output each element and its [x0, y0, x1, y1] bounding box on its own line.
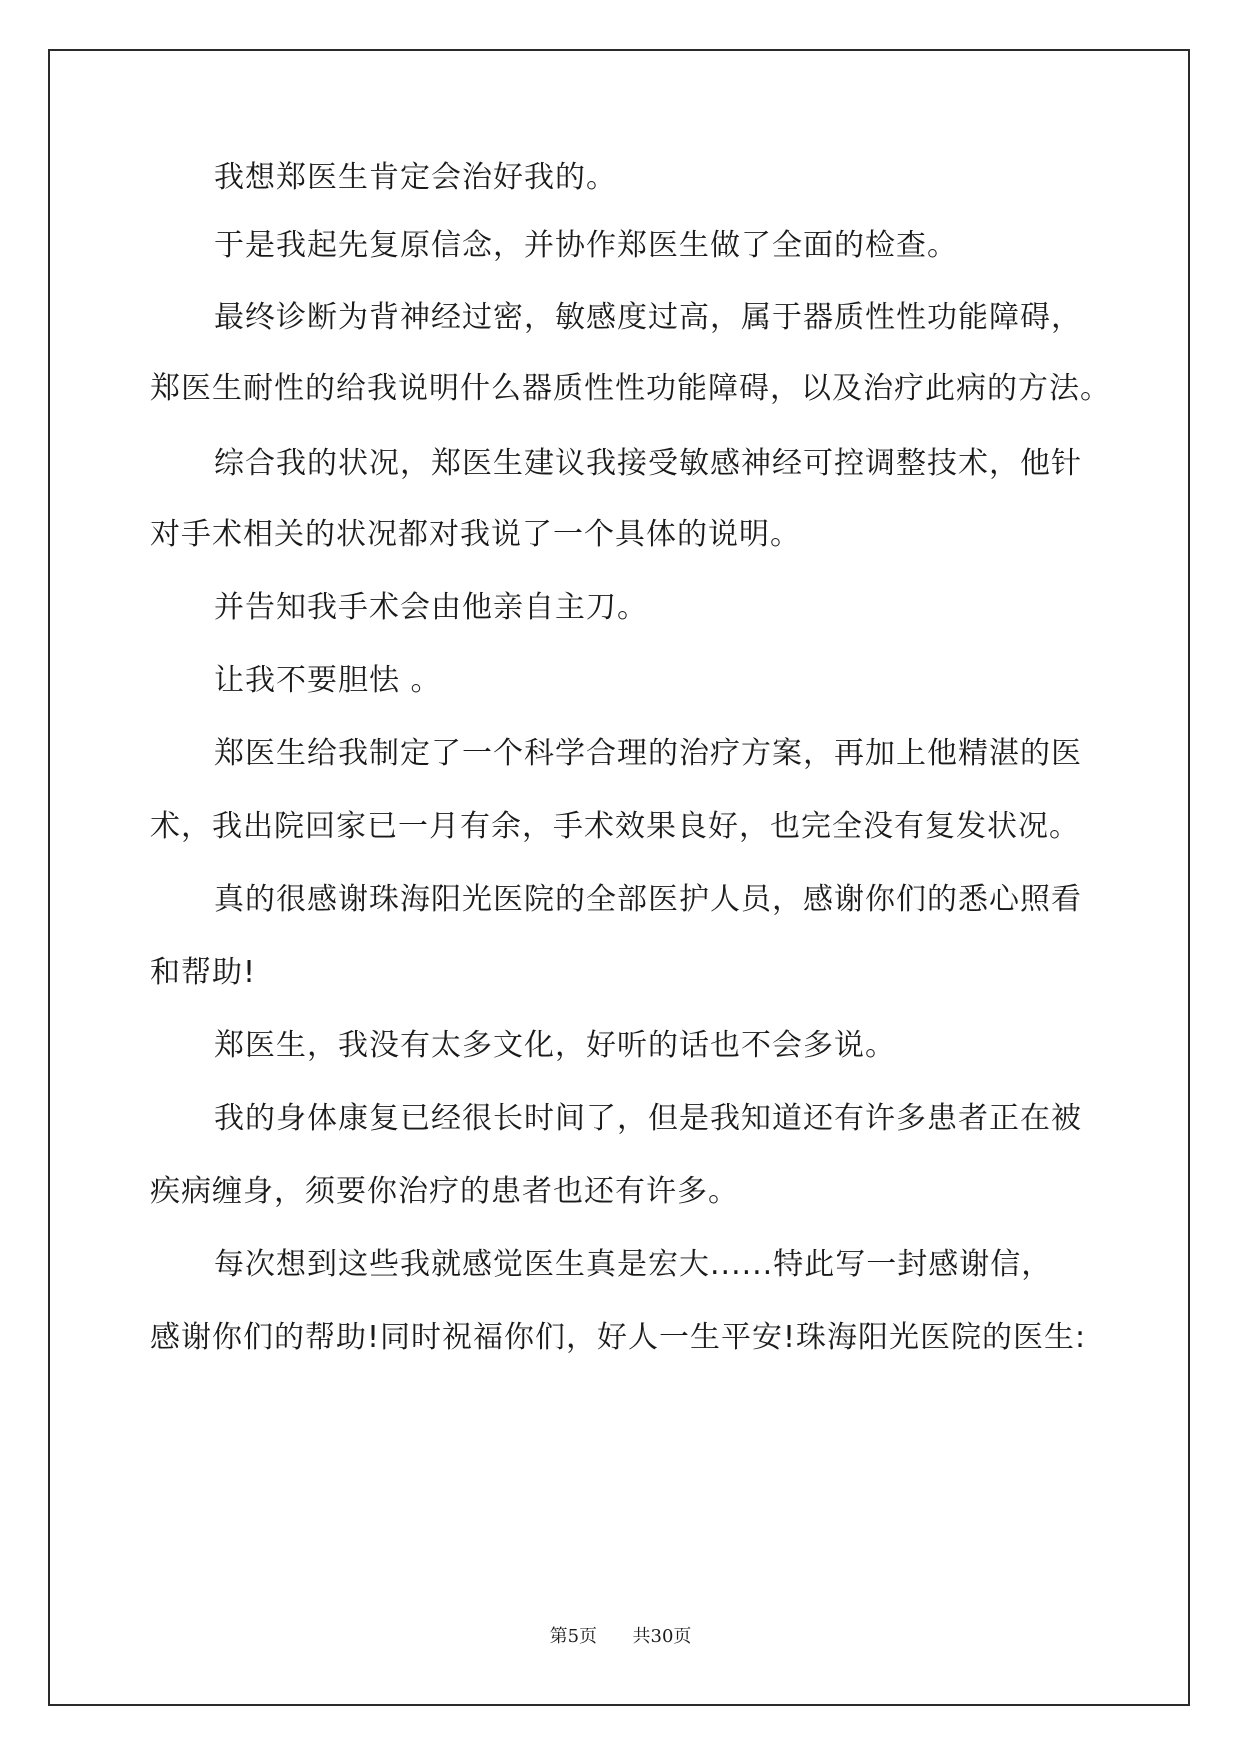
paragraph-line: 每次想到这些我就感觉医生真是宏大......特此写一封感谢信， — [214, 1247, 1053, 1282]
paragraph-line: 综合我的状况，郑医生建议我接受敏感神经可控调整技术，他针 — [214, 446, 1082, 481]
paragraph-line: 我的身体康复已经很长时间了，但是我知道还有许多患者正在被 — [214, 1101, 1082, 1136]
paragraph-line: 郑医生耐性的给我说明什么器质性性功能障碍，以及治疗此病的方法。 — [150, 371, 1111, 406]
paragraph-line: 让我不要胆怯 。 — [214, 663, 442, 698]
paragraph-line: 并告知我手术会由他亲自主刀。 — [214, 590, 648, 625]
paragraph-line: 真的很感谢珠海阳光医院的全部医护人员，感谢你们的悉心照看 — [214, 882, 1082, 917]
paragraph-line: 我想郑医生肯定会治好我的。 — [214, 160, 617, 195]
page-total: 共30页 — [632, 1626, 692, 1647]
page-footer — [0, 1622, 1241, 1648]
paragraph-line: 术，我出院回家已一月有余，手术效果良好，也完全没有复发状况。 — [150, 809, 1080, 844]
paragraph-line: 和帮助! — [150, 955, 257, 990]
paragraph-line: 于是我起先复原信念，并协作郑医生做了全面的检查。 — [214, 228, 958, 263]
paragraph-line: 感谢你们的帮助!同时祝福你们，好人一生平安!珠海阳光医院的医生: — [150, 1320, 1087, 1355]
paragraph-line: 疾病缠身，须要你治疗的患者也还有许多。 — [150, 1174, 739, 1209]
page-number: 第5页 — [549, 1626, 598, 1647]
paragraph-line: 对手术相关的状况都对我说了一个具体的说明。 — [150, 517, 801, 552]
paragraph-line: 郑医生，我没有太多文化，好听的话也不会多说。 — [214, 1028, 896, 1063]
paragraph-line: 郑医生给我制定了一个科学合理的治疗方案，再加上他精湛的医 — [214, 736, 1082, 771]
paragraph-line: 最终诊断为背神经过密，敏感度过高，属于器质性性功能障碍， — [214, 300, 1082, 335]
